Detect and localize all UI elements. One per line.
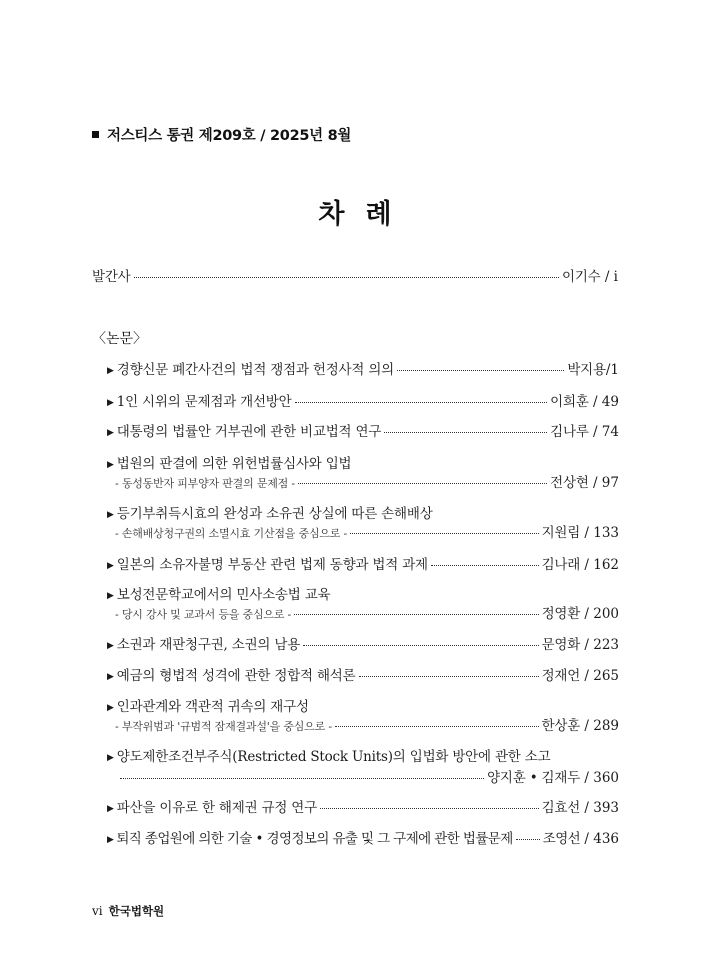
triangle-bullet-icon: ▶: [107, 753, 114, 763]
dot-leader: [294, 614, 538, 615]
toc-line: [107, 452, 619, 472]
entry-subtitle: - 손해배상청구권의 소멸시효 기산점을 중심으로 -: [115, 527, 348, 540]
footer-page-number: vi: [92, 904, 103, 918]
dot-leader: [431, 565, 539, 566]
entry-title: 인과관계와 객관적 귀속의 재구성: [116, 699, 309, 715]
triangle-bullet-icon: ▶: [107, 672, 114, 682]
entry-page: / 436: [584, 831, 619, 847]
triangle-bullet-icon: ▶: [107, 366, 114, 376]
entry-page: / 265: [584, 668, 619, 684]
triangle-bullet-icon: ▶: [107, 510, 114, 520]
dot-leader: [303, 645, 539, 646]
entry-title: 경향신문 폐간사건의 법적 쟁점과 헌정사적 의의: [116, 362, 395, 378]
entry-page: / 289: [584, 718, 619, 734]
entry-author: 이희훈: [550, 394, 589, 410]
triangle-bullet-icon: ▶: [107, 804, 114, 814]
entry-title: 소권과 재판청구권, 소권의 남용: [116, 637, 301, 653]
entry-page: / 200: [584, 606, 619, 622]
toc-line: [115, 521, 619, 541]
entry-page: / 74: [592, 424, 619, 440]
entry-author: 정영환: [541, 606, 581, 622]
preface-author: 이기수: [562, 269, 601, 285]
entry-author: 김나루: [550, 424, 589, 440]
section-heading: 〈논문〉: [92, 331, 148, 347]
triangle-bullet-icon: ▶: [107, 428, 114, 438]
entry-page: / 360: [584, 770, 619, 786]
dot-leader: [384, 432, 547, 433]
entry-title: 예금의 형법적 성격에 관한 정합적 해석론: [116, 668, 356, 684]
entry-author: 정재언: [541, 668, 581, 684]
entry-subtitle: - 동성동반자 피부양자 판결의 문제점 -: [115, 477, 295, 490]
triangle-bullet-icon: ▶: [107, 460, 114, 470]
dot-leader: [397, 370, 564, 371]
triangle-bullet-icon: ▶: [107, 641, 114, 651]
entry-page: / 49: [592, 394, 619, 410]
dot-leader: [134, 277, 559, 278]
footer-organization: 한국법학원: [108, 904, 165, 918]
toc-line: [120, 766, 619, 786]
triangle-bullet-icon: ▶: [107, 561, 114, 571]
dot-leader: [120, 778, 484, 779]
toc-line: [107, 502, 619, 522]
triangle-bullet-icon: ▶: [107, 703, 114, 713]
toc-line: [107, 633, 619, 653]
entry-author: 김효선: [541, 800, 581, 816]
entry-title: 대통령의 법률안 거부권에 관한 비교법적 연구: [116, 424, 382, 440]
toc-line: [107, 827, 619, 847]
preface-page: / i: [600, 269, 618, 285]
toc-line: [115, 714, 619, 734]
toc-line: [107, 695, 619, 715]
journal-header: [92, 124, 351, 145]
entry-title: 퇴직 종업원에 의한 기술 • 경영정보의 유출 및 그 구제에 관한 법률문제: [116, 831, 513, 847]
entry-page: / 393: [584, 800, 619, 816]
toc-line: [107, 420, 619, 440]
page-footer: [92, 903, 164, 919]
entry-page: / 223: [584, 637, 619, 653]
dot-leader: [298, 483, 547, 484]
dot-leader: [335, 726, 539, 727]
entry-page: / 133: [584, 525, 619, 541]
toc-line: [107, 358, 619, 378]
entry-subtitle: - 당시 강사 및 교과서 등을 중심으로 -: [115, 608, 292, 621]
entry-title: 등기부취득시효의 완성과 소유권 상실에 따른 손해배상: [116, 506, 433, 522]
dot-leader: [295, 402, 548, 403]
toc-line: [115, 602, 619, 622]
dot-leader: [516, 839, 540, 840]
entry-title: 양도제한조건부주식(Restricted Stock Units)의 입법화 방안에 관한 소고: [116, 749, 551, 765]
entry-title: 일본의 소유자불명 부동산 관련 법제 동향과 법적 과제: [116, 557, 428, 573]
entry-title: 보성전문학교에서의 민사소송법 교육: [116, 587, 331, 603]
triangle-bullet-icon: ▶: [107, 398, 114, 408]
toc-line: [107, 553, 619, 573]
entry-author: 전상현: [550, 475, 589, 491]
entry-author: 양지훈 • 김재두: [487, 770, 581, 786]
entry-subtitle: - 부작위범과 '규범적 잠재결과설'을 중심으로 -: [115, 720, 332, 733]
entry-author: 지원림: [541, 525, 581, 541]
square-bullet-icon: [92, 131, 99, 138]
entry-title: 법원의 판결에 의한 위헌법률심사와 입법: [116, 456, 352, 472]
dot-leader: [359, 676, 539, 677]
dot-leader: [350, 533, 539, 534]
page-title: 차례: [318, 199, 413, 230]
entry-title: 파산을 이유로 한 해제권 규정 연구: [116, 800, 317, 816]
entry-page: /1: [605, 362, 619, 378]
entry-page: / 162: [584, 557, 619, 573]
entry-author: 박지용: [567, 362, 606, 378]
entry-author: 한상훈: [541, 718, 581, 734]
toc-line: [107, 664, 619, 684]
preface-entry[interactable]: [92, 265, 618, 285]
toc-line: [107, 390, 619, 410]
triangle-bullet-icon: ▶: [107, 591, 114, 601]
entry-title: 1인 시위의 문제점과 개선방안: [116, 394, 292, 410]
dot-leader: [320, 808, 539, 809]
entry-author: 조영선: [542, 831, 581, 847]
toc-line: [107, 583, 619, 603]
toc-line: [107, 745, 619, 765]
triangle-bullet-icon: ▶: [107, 835, 114, 845]
toc-line: [107, 796, 619, 816]
preface-label: 발간사: [92, 269, 131, 285]
entry-author: 김나래: [541, 557, 581, 573]
entry-page: / 97: [592, 475, 619, 491]
entry-author: 문영화: [541, 637, 581, 653]
journal-issue-text: 저스티스 통권 제209호 / 2025년 8월: [107, 128, 352, 144]
toc-line: [115, 471, 619, 491]
